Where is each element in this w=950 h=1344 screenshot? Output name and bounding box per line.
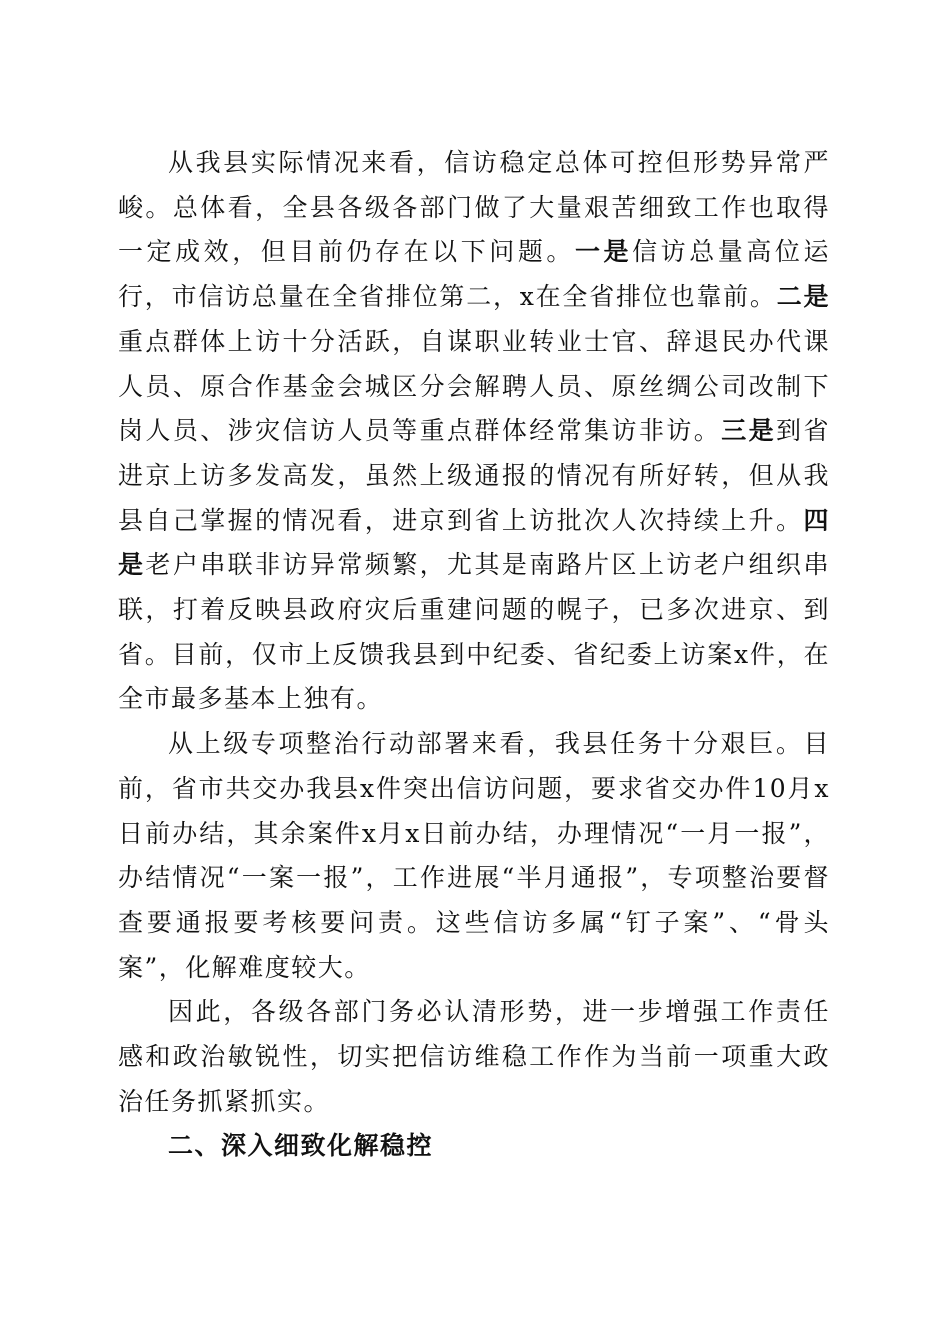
point-4-label: 四是 (118, 505, 830, 580)
paragraph-intro: 从我县实际情况来看，信访稳定总体可控但形势异常严峻。总体看，全县各级各部门做了大量艰苦细致工作也取得一定成效，但目前仍存在以下问题。 (118, 148, 830, 267)
point-3-text: 到省进京上访多发高发，虽然上级通报的情况有所好转，但从我县自己掌握的情况看，进京到省上访批次人次持续上升。 (118, 416, 830, 535)
point-2-label: 二是 (776, 282, 830, 312)
point-2-text: 重点群体上访十分活跃，自谋职业转业士官、辞退民办代课人员、原合作基金会城区分会解聘人员、原丝绸公司改制下岗人员、涉灾信访人员等重点群体经常集访非访。 (118, 326, 830, 446)
point-1-label: 一是 (574, 237, 633, 267)
point-4-text: 老户串联非访异常频繁，尤其是南路片区上访老户组织串联，打着反映县政府灾后重建问题的幌子，已多次进京、到省。目前，仅市上反馈我县到中纪委、省纪委上访案x件，在全市最多基本上独有。 (118, 550, 830, 714)
paragraph-conclusion: 因此，各级各部门务必认清形势，进一步增强工作责任感和政治敏锐性，切实把信访维稳工作作为当前一项重大政治任务抓紧抓实。 (118, 997, 830, 1116)
paragraph-situation (118, 141, 830, 722)
document-body (118, 141, 830, 1169)
point-3-label: 三是 (721, 416, 777, 446)
paragraph-special-campaign: 从上级专项整治行动部署来看，我县任务十分艰巨。目前，省市共交办我县x件突出信访问题，要求省交办件10月x日前办结，其余案件x月x日前办结，办理情况“一月一报”，办结情况“一案一报”，工作进展“半月通报”，专项整治要督查要通报要考核要问责。这些信访多属“钉子案”、“骨头案”，化解难度较大。 (118, 729, 830, 982)
point-1-text: 信访总量高位运行，市信访总量在全省排位第二，x在全省排位也靠前。 (118, 237, 830, 312)
section-heading: 二、深入细致化解稳控 (168, 1131, 434, 1161)
